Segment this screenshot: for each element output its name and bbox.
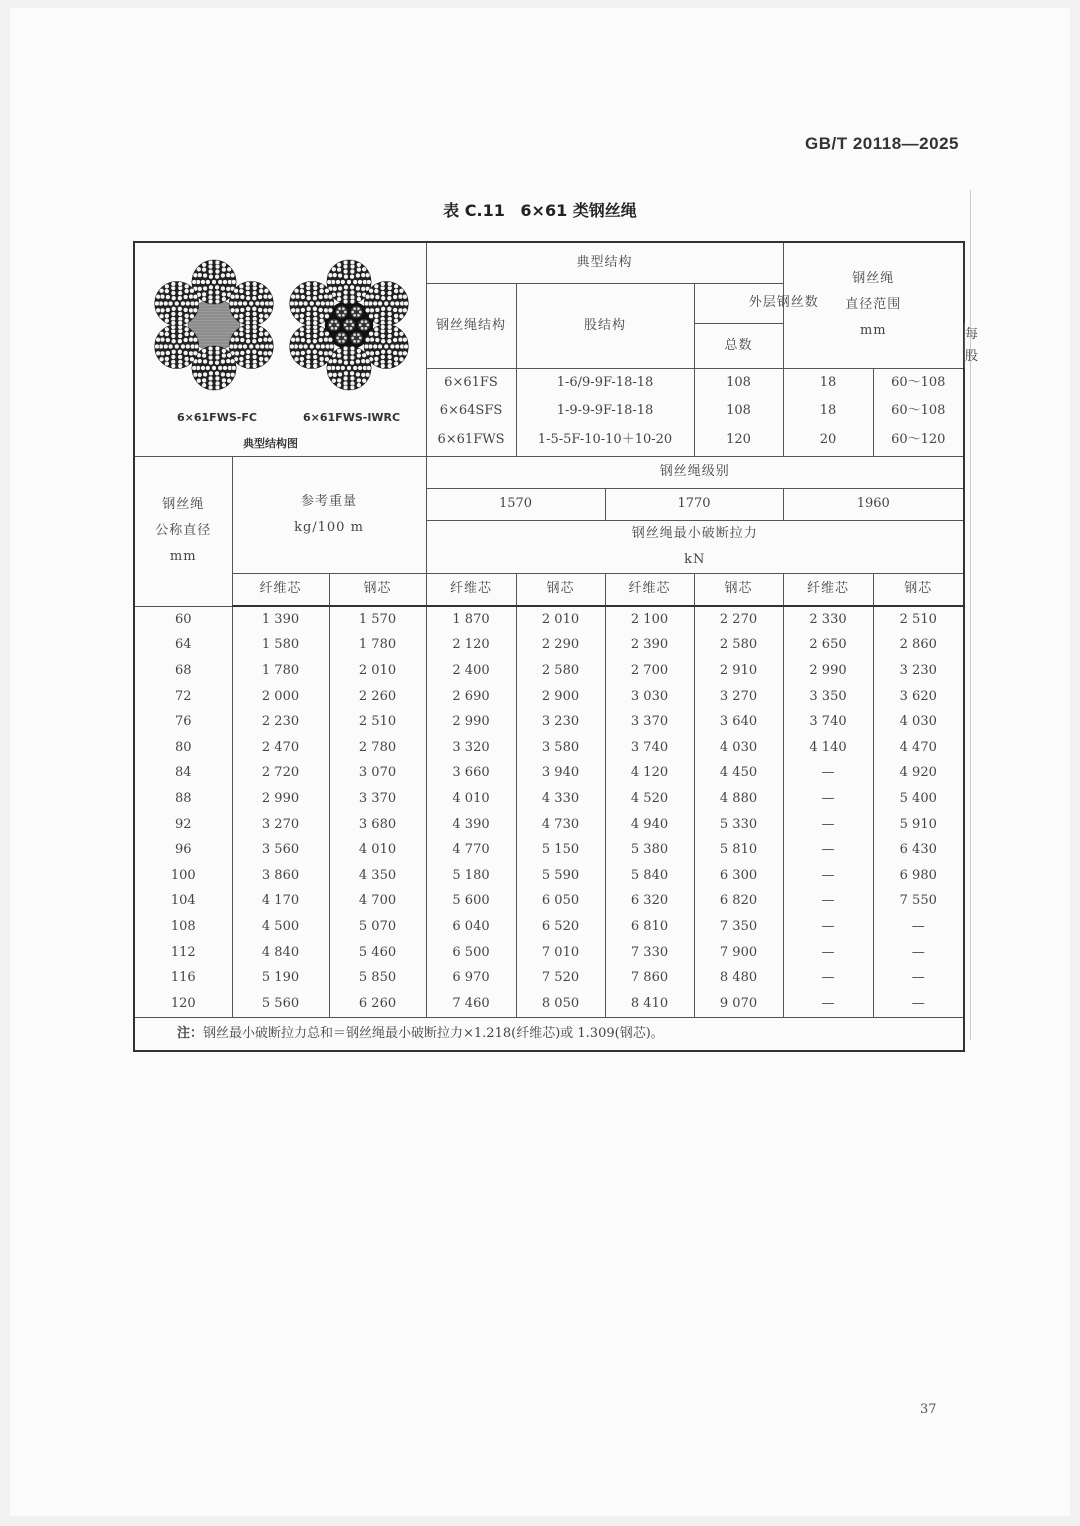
typical-structure-header: 典型结构 <box>426 242 783 283</box>
cell-weight-fiber: 4 500 <box>232 914 329 940</box>
nominal-diameter-line2: 公称直径 <box>155 523 212 538</box>
wire-rope-table <box>133 241 965 1052</box>
weight-fiber-core-header: 纤维芯 <box>232 573 329 606</box>
diameter-range-line2: 直径范围 <box>845 297 902 313</box>
diagram-label: 典型结构图 <box>243 437 298 450</box>
cell-g1960-steel: 2 510 <box>873 606 964 633</box>
cell-g1570-steel: 7 520 <box>516 965 605 991</box>
cell-weight-steel: 3 680 <box>329 812 426 838</box>
cell-diameter: 92 <box>134 812 232 838</box>
table-title <box>0 198 1080 221</box>
cell-g1770-fiber: 2 700 <box>605 658 694 684</box>
table-note <box>134 1017 964 1051</box>
cell-g1960-fiber: 2 330 <box>783 606 873 633</box>
outer-wires-header: 外层钢丝数 <box>694 283 873 323</box>
cell-g1770-steel: 4 880 <box>694 786 783 812</box>
cell-g1570-steel: 3 580 <box>516 735 605 761</box>
diagram-caption-fc: 6×61FWS-FC <box>177 411 257 424</box>
cell-weight-fiber: 4 840 <box>232 940 329 966</box>
cell-g1570-fiber: 2 120 <box>426 633 516 659</box>
cell-g1570-steel: 7 010 <box>516 940 605 966</box>
cell-g1960-steel: 5 910 <box>873 812 964 838</box>
cell-g1770-fiber: 2 390 <box>605 633 694 659</box>
cell-weight-fiber: 3 860 <box>232 863 329 889</box>
standard-number: GB/T 20118—2025 <box>805 134 959 153</box>
cell-g1570-fiber: 2 400 <box>426 658 516 684</box>
cell-g1770-fiber: 7 860 <box>605 965 694 991</box>
table-row <box>134 940 964 966</box>
table-row <box>134 786 964 812</box>
table-row <box>134 991 964 1017</box>
structure-total: 108 <box>694 398 783 424</box>
cell-g1570-fiber: 2 690 <box>426 684 516 710</box>
cell-g1960-fiber: — <box>783 991 873 1017</box>
cell-g1960-steel: 7 550 <box>873 889 964 915</box>
structure-range: 60～120 <box>873 424 964 456</box>
cell-g1770-fiber: 3 740 <box>605 735 694 761</box>
structure-total: 108 <box>694 368 783 398</box>
cell-g1570-steel: 3 230 <box>516 709 605 735</box>
grade-header: 钢丝绳级别 <box>426 456 964 488</box>
cell-weight-fiber: 3 270 <box>232 812 329 838</box>
table-row <box>134 889 964 915</box>
strand-structure-header: 股结构 <box>516 283 694 368</box>
cell-g1960-fiber: — <box>783 914 873 940</box>
cell-g1570-steel: 2 900 <box>516 684 605 710</box>
cell-g1960-steel: 4 030 <box>873 709 964 735</box>
g1960-fiber-core-header: 纤维芯 <box>783 573 873 606</box>
cell-g1770-fiber: 7 330 <box>605 940 694 966</box>
cell-g1960-steel: 2 860 <box>873 633 964 659</box>
cell-weight-fiber: 2 720 <box>232 761 329 787</box>
table-row <box>134 761 964 787</box>
cell-weight-fiber: 1 580 <box>232 633 329 659</box>
cell-g1960-fiber: — <box>783 786 873 812</box>
cell-diameter: 104 <box>134 889 232 915</box>
cell-weight-fiber: 4 170 <box>232 889 329 915</box>
structure-range: 60～108 <box>873 398 964 424</box>
table-title-name: 6×61 类钢丝绳 <box>520 201 637 220</box>
outer-wires-total-header: 总数 <box>694 323 783 368</box>
structure-per-strand: 20 <box>783 424 873 456</box>
cell-weight-steel: 4 700 <box>329 889 426 915</box>
cell-g1570-fiber: 4 010 <box>426 786 516 812</box>
cell-weight-steel: 1 570 <box>329 606 426 633</box>
cell-weight-fiber: 3 560 <box>232 837 329 863</box>
ref-weight-line2: kg/100 m <box>294 519 364 535</box>
cell-g1960-steel: — <box>873 965 964 991</box>
cell-g1570-steel: 4 730 <box>516 812 605 838</box>
cell-g1960-steel: 5 400 <box>873 786 964 812</box>
table-row <box>134 633 964 659</box>
cell-g1770-fiber: 3 370 <box>605 709 694 735</box>
cell-g1770-steel: 5 330 <box>694 812 783 838</box>
cell-g1960-steel: 3 230 <box>873 658 964 684</box>
table-row <box>134 709 964 735</box>
table-row <box>134 863 964 889</box>
structure-strand: 1-9-9-9F-18-18 <box>516 398 694 424</box>
cell-g1960-steel: — <box>873 940 964 966</box>
ref-weight-header <box>232 456 426 573</box>
note-label: 注： <box>177 1025 204 1041</box>
structure-strand: 1-6/9-9F-18-18 <box>516 368 694 398</box>
cell-g1570-fiber: 6 970 <box>426 965 516 991</box>
table-row <box>134 606 964 633</box>
cell-g1770-fiber: 4 940 <box>605 812 694 838</box>
cell-g1960-fiber: 2 650 <box>783 633 873 659</box>
cell-g1770-fiber: 6 810 <box>605 914 694 940</box>
diagram-caption-iwrc: 6×61FWS-IWRC <box>303 411 401 424</box>
cell-g1770-fiber: 2 100 <box>605 606 694 633</box>
cell-g1960-fiber: 3 740 <box>783 709 873 735</box>
cell-diameter: 112 <box>134 940 232 966</box>
cell-g1570-fiber: 6 040 <box>426 914 516 940</box>
table-title-prefix: 表 C.11 <box>443 201 505 220</box>
cell-g1960-fiber: — <box>783 863 873 889</box>
cell-g1770-fiber: 3 030 <box>605 684 694 710</box>
cell-diameter: 100 <box>134 863 232 889</box>
cell-diameter: 72 <box>134 684 232 710</box>
cell-weight-steel: 2 260 <box>329 684 426 710</box>
g1570-steel-core-header: 钢芯 <box>516 573 605 606</box>
structure-rope: 6×61FS <box>426 368 516 398</box>
cell-g1770-steel: 4 030 <box>694 735 783 761</box>
cell-g1960-steel: 4 470 <box>873 735 964 761</box>
cell-weight-steel: 4 350 <box>329 863 426 889</box>
cell-weight-fiber: 2 230 <box>232 709 329 735</box>
structure-strand: 1-5-5F-10-10＋10-20 <box>516 424 694 456</box>
rope-structure-header: 钢丝绳结构 <box>426 283 516 368</box>
cell-g1570-fiber: 3 660 <box>426 761 516 787</box>
cell-g1770-fiber: 4 120 <box>605 761 694 787</box>
grade-1570: 1570 <box>426 488 605 520</box>
cell-g1770-steel: 2 270 <box>694 606 783 633</box>
cell-diameter: 96 <box>134 837 232 863</box>
cell-g1960-fiber: — <box>783 837 873 863</box>
nominal-diameter-header <box>134 456 232 606</box>
cell-weight-fiber: 2 470 <box>232 735 329 761</box>
cell-g1570-steel: 2 290 <box>516 633 605 659</box>
cell-g1570-fiber: 6 500 <box>426 940 516 966</box>
cell-g1770-fiber: 5 380 <box>605 837 694 863</box>
cell-weight-fiber: 2 990 <box>232 786 329 812</box>
table-row <box>134 812 964 838</box>
cell-g1960-steel: 6 980 <box>873 863 964 889</box>
table-row <box>134 684 964 710</box>
cell-g1770-steel: 9 070 <box>694 991 783 1017</box>
cell-diameter: 120 <box>134 991 232 1017</box>
cell-g1960-fiber: 3 350 <box>783 684 873 710</box>
cell-weight-fiber: 1 780 <box>232 658 329 684</box>
cell-weight-fiber: 5 190 <box>232 965 329 991</box>
cell-weight-fiber: 2 000 <box>232 684 329 710</box>
nominal-diameter-line3: mm <box>169 549 197 564</box>
cell-g1770-steel: 7 350 <box>694 914 783 940</box>
cell-diameter: 68 <box>134 658 232 684</box>
structure-total: 120 <box>694 424 783 456</box>
cell-weight-steel: 2 780 <box>329 735 426 761</box>
cell-g1770-steel: 5 810 <box>694 837 783 863</box>
cell-weight-steel: 4 010 <box>329 837 426 863</box>
cell-g1570-steel: 6 520 <box>516 914 605 940</box>
structure-range: 60～108 <box>873 368 964 398</box>
cell-weight-steel: 5 460 <box>329 940 426 966</box>
cell-g1770-fiber: 4 520 <box>605 786 694 812</box>
table-row <box>134 914 964 940</box>
cell-diameter: 80 <box>134 735 232 761</box>
g1570-fiber-core-header: 纤维芯 <box>426 573 516 606</box>
cell-g1960-fiber: — <box>783 940 873 966</box>
cell-g1570-fiber: 5 180 <box>426 863 516 889</box>
weight-steel-core-header: 钢芯 <box>329 573 426 606</box>
diameter-range-line3: mm <box>859 323 887 339</box>
table-row <box>134 965 964 991</box>
cell-diameter: 116 <box>134 965 232 991</box>
cell-g1570-fiber: 4 390 <box>426 812 516 838</box>
diameter-range-line1: 钢丝绳 <box>852 271 895 287</box>
cell-g1960-fiber: — <box>783 761 873 787</box>
cell-g1570-fiber: 1 870 <box>426 606 516 633</box>
page-number: 37 <box>920 1402 937 1417</box>
cell-g1960-fiber: — <box>783 965 873 991</box>
cell-weight-steel: 6 260 <box>329 991 426 1017</box>
cell-g1770-steel: 3 270 <box>694 684 783 710</box>
cell-g1770-steel: 2 910 <box>694 658 783 684</box>
cell-weight-steel: 5 070 <box>329 914 426 940</box>
cell-g1770-steel: 2 580 <box>694 633 783 659</box>
structure-rope: 6×61FWS <box>426 424 516 456</box>
cell-diameter: 108 <box>134 914 232 940</box>
cell-g1960-fiber: — <box>783 812 873 838</box>
min-break-line2: kN <box>684 551 706 567</box>
cell-g1570-steel: 2 580 <box>516 658 605 684</box>
g1770-fiber-core-header: 纤维芯 <box>605 573 694 606</box>
cell-g1960-steel: 6 430 <box>873 837 964 863</box>
cell-g1570-steel: 2 010 <box>516 606 605 633</box>
cell-g1960-fiber: — <box>783 889 873 915</box>
cell-weight-steel: 2 010 <box>329 658 426 684</box>
cell-g1960-fiber: 2 990 <box>783 658 873 684</box>
cell-g1770-steel: 3 640 <box>694 709 783 735</box>
structure-per-strand: 18 <box>783 368 873 398</box>
min-break-header <box>426 520 964 573</box>
cell-diameter: 64 <box>134 633 232 659</box>
cell-g1770-fiber: 6 320 <box>605 889 694 915</box>
cell-g1770-fiber: 8 410 <box>605 991 694 1017</box>
cell-g1960-steel: — <box>873 914 964 940</box>
cell-weight-steel: 2 510 <box>329 709 426 735</box>
table-row <box>134 735 964 761</box>
cell-weight-fiber: 1 390 <box>232 606 329 633</box>
margin-line <box>970 190 971 1040</box>
cell-g1570-steel: 3 940 <box>516 761 605 787</box>
min-break-line1: 钢丝绳最小破断拉力 <box>631 525 758 541</box>
cell-g1570-fiber: 7 460 <box>426 991 516 1017</box>
cell-weight-steel: 3 370 <box>329 786 426 812</box>
cell-weight-fiber: 5 560 <box>232 991 329 1017</box>
cell-diameter: 84 <box>134 761 232 787</box>
grade-1770: 1770 <box>605 488 783 520</box>
cell-g1570-fiber: 3 320 <box>426 735 516 761</box>
structure-diagram-cell <box>134 242 426 456</box>
cell-g1570-steel: 4 330 <box>516 786 605 812</box>
ref-weight-line1: 参考重量 <box>300 493 357 509</box>
cell-g1570-steel: 5 150 <box>516 837 605 863</box>
table-row <box>134 658 964 684</box>
cell-g1960-fiber: 4 140 <box>783 735 873 761</box>
cell-g1960-steel: — <box>873 991 964 1017</box>
cell-g1570-fiber: 5 600 <box>426 889 516 915</box>
cell-diameter: 76 <box>134 709 232 735</box>
cell-weight-steel: 3 070 <box>329 761 426 787</box>
table-note-row <box>134 1017 964 1051</box>
grade-1960: 1960 <box>783 488 964 520</box>
cell-g1770-fiber: 5 840 <box>605 863 694 889</box>
cell-diameter: 88 <box>134 786 232 812</box>
cell-g1770-steel: 6 300 <box>694 863 783 889</box>
structure-per-strand: 18 <box>783 398 873 424</box>
cell-g1570-steel: 8 050 <box>516 991 605 1017</box>
cell-g1770-steel: 8 480 <box>694 965 783 991</box>
cell-g1770-steel: 6 820 <box>694 889 783 915</box>
cell-g1570-steel: 6 050 <box>516 889 605 915</box>
cell-g1770-steel: 7 900 <box>694 940 783 966</box>
cell-g1960-steel: 4 920 <box>873 761 964 787</box>
cell-weight-steel: 5 850 <box>329 965 426 991</box>
note-text: 钢丝最小破断拉力总和＝钢丝绳最小破断拉力×1.218(纤维芯)或 1.309(钢芯)。 <box>203 1025 664 1041</box>
cell-g1570-fiber: 2 990 <box>426 709 516 735</box>
cell-g1570-fiber: 4 770 <box>426 837 516 863</box>
cell-g1570-steel: 5 590 <box>516 863 605 889</box>
cell-g1960-steel: 3 620 <box>873 684 964 710</box>
structure-rope: 6×64SFS <box>426 398 516 424</box>
cell-weight-steel: 1 780 <box>329 633 426 659</box>
nominal-diameter-line1: 钢丝绳 <box>162 497 205 512</box>
cell-diameter: 60 <box>134 606 232 633</box>
g1960-steel-core-header: 钢芯 <box>873 573 964 606</box>
g1770-steel-core-header: 钢芯 <box>694 573 783 606</box>
table-row <box>134 837 964 863</box>
cell-g1770-steel: 4 450 <box>694 761 783 787</box>
